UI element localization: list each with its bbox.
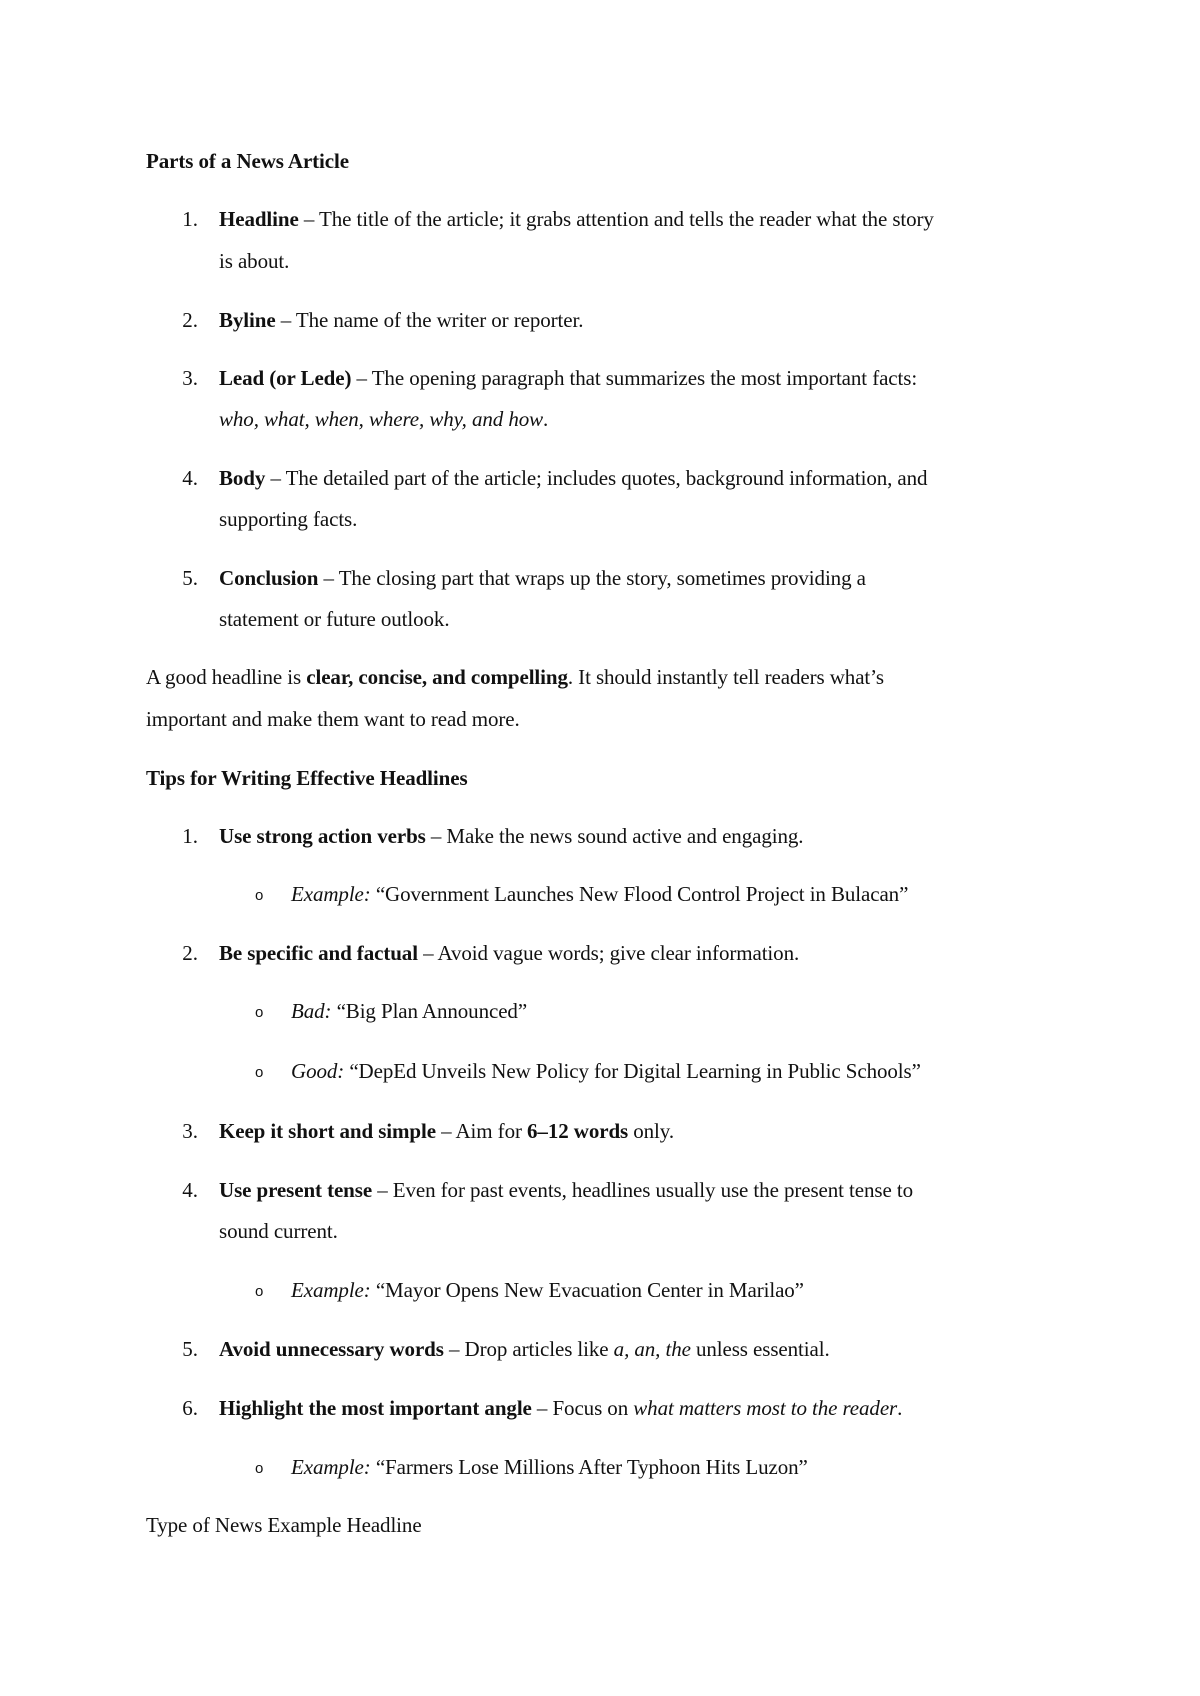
five-w-text: who, what, when, where, why, and how <box>219 407 544 431</box>
term: Keep it short and simple <box>219 1119 436 1143</box>
item-text: – The title of the article; it grabs attention and tells the reader what the story <box>298 207 934 231</box>
list-item-byline <box>219 307 583 333</box>
text: A good headline is <box>146 665 307 689</box>
item-text: – Make the news sound active and engaging. <box>425 824 804 848</box>
term: Headline <box>219 207 299 231</box>
tip-item-2 <box>219 940 799 966</box>
text: “DepEd Unveils New Policy for Digital Learning in Public Schools” <box>344 1059 921 1083</box>
list-number: 4. <box>182 466 198 490</box>
list-item-continuation: is about. <box>219 249 290 273</box>
emphasis: 6–12 words <box>527 1119 629 1143</box>
item-text: – The closing part that wraps up the story, sometimes providing a <box>318 566 866 590</box>
label: Example: <box>291 1278 371 1302</box>
list-number: 3. <box>182 366 198 390</box>
list-number: 2. <box>182 941 198 965</box>
list-item-continuation: statement or future outlook. <box>219 607 450 631</box>
tip-item-4 <box>219 1177 913 1203</box>
emphasis: clear, concise, and compelling <box>306 665 568 689</box>
text: “Big Plan Announced” <box>331 999 528 1023</box>
item-text: – Even for past events, headlines usually use the present tense to <box>372 1178 913 1202</box>
text: “Farmers Lose Millions After Typhoon Hits Luzon” <box>370 1455 808 1479</box>
label: Example: <box>291 1455 371 1479</box>
text: – Focus on <box>531 1396 634 1420</box>
sub-item-good <box>291 1058 921 1084</box>
term: Byline <box>219 308 276 332</box>
tip-item-3 <box>219 1118 674 1144</box>
text: unless essential. <box>690 1337 830 1361</box>
text: . <box>897 1396 903 1420</box>
list-number: 2. <box>182 308 198 332</box>
text: – Drop articles like <box>443 1337 614 1361</box>
text: . It should instantly tell readers what’s <box>567 665 884 689</box>
label: Bad: <box>291 999 332 1023</box>
sub-bullet: o <box>255 887 264 904</box>
term: Avoid unnecessary words <box>219 1337 444 1361</box>
text: “Government Launches New Flood Control Project in Bulacan” <box>370 882 909 906</box>
text: only. <box>628 1119 674 1143</box>
sub-bullet: o <box>255 1283 264 1300</box>
term: Be specific and factual <box>219 941 418 965</box>
sub-item-example <box>291 881 908 907</box>
sub-item-example <box>291 1277 804 1303</box>
item-text: – The detailed part of the article; includes quotes, background information, and <box>265 466 928 490</box>
term: Use present tense <box>219 1178 373 1202</box>
list-number: 1. <box>182 824 198 848</box>
list-item-continuation: sound current. <box>219 1219 338 1243</box>
table-caption: Type of News Example Headline <box>146 1513 422 1537</box>
term: Conclusion <box>219 566 319 590</box>
list-item-lead <box>219 365 917 391</box>
term: Lead (or Lede) <box>219 366 352 390</box>
section-heading-parts: Parts of a News Article <box>146 149 349 173</box>
focus: what matters most to the reader <box>633 1396 898 1420</box>
sub-bullet: o <box>255 1460 264 1477</box>
list-item-continuation: supporting facts. <box>219 507 358 531</box>
sub-item-example <box>291 1454 808 1480</box>
item-text: – The opening paragraph that summarizes the most important facts: <box>351 366 918 390</box>
item-text: – Avoid vague words; give clear information. <box>417 941 800 965</box>
term: Body <box>219 466 266 490</box>
paragraph-line-2: important and make them want to read more. <box>146 707 520 731</box>
item-text: – The name of the writer or reporter. <box>275 308 584 332</box>
sub-bullet: o <box>255 1064 264 1081</box>
tip-item-1 <box>219 823 803 849</box>
section-heading-tips: Tips for Writing Effective Headlines <box>146 766 468 790</box>
paragraph-line-1 <box>146 664 884 690</box>
articles: a, an, the <box>613 1337 691 1361</box>
list-number: 6. <box>182 1396 198 1420</box>
sub-bullet: o <box>255 1004 264 1021</box>
list-number: 5. <box>182 1337 198 1361</box>
sub-item-bad <box>291 998 527 1024</box>
list-number: 1. <box>182 207 198 231</box>
label: Good: <box>291 1059 345 1083</box>
list-number: 5. <box>182 566 198 590</box>
list-item-headline <box>219 206 934 232</box>
tip-item-5 <box>219 1336 830 1362</box>
tip-item-6 <box>219 1395 902 1421</box>
text: – Aim for <box>435 1119 528 1143</box>
list-number: 4. <box>182 1178 198 1202</box>
term: Highlight the most important angle <box>219 1396 532 1420</box>
label: Example: <box>291 882 371 906</box>
list-item-continuation <box>219 406 548 432</box>
list-item-conclusion <box>219 565 866 591</box>
period: . <box>543 407 549 431</box>
list-number: 3. <box>182 1119 198 1143</box>
term: Use strong action verbs <box>219 824 426 848</box>
text: “Mayor Opens New Evacuation Center in Marilao” <box>370 1278 804 1302</box>
list-item-body <box>219 465 927 491</box>
